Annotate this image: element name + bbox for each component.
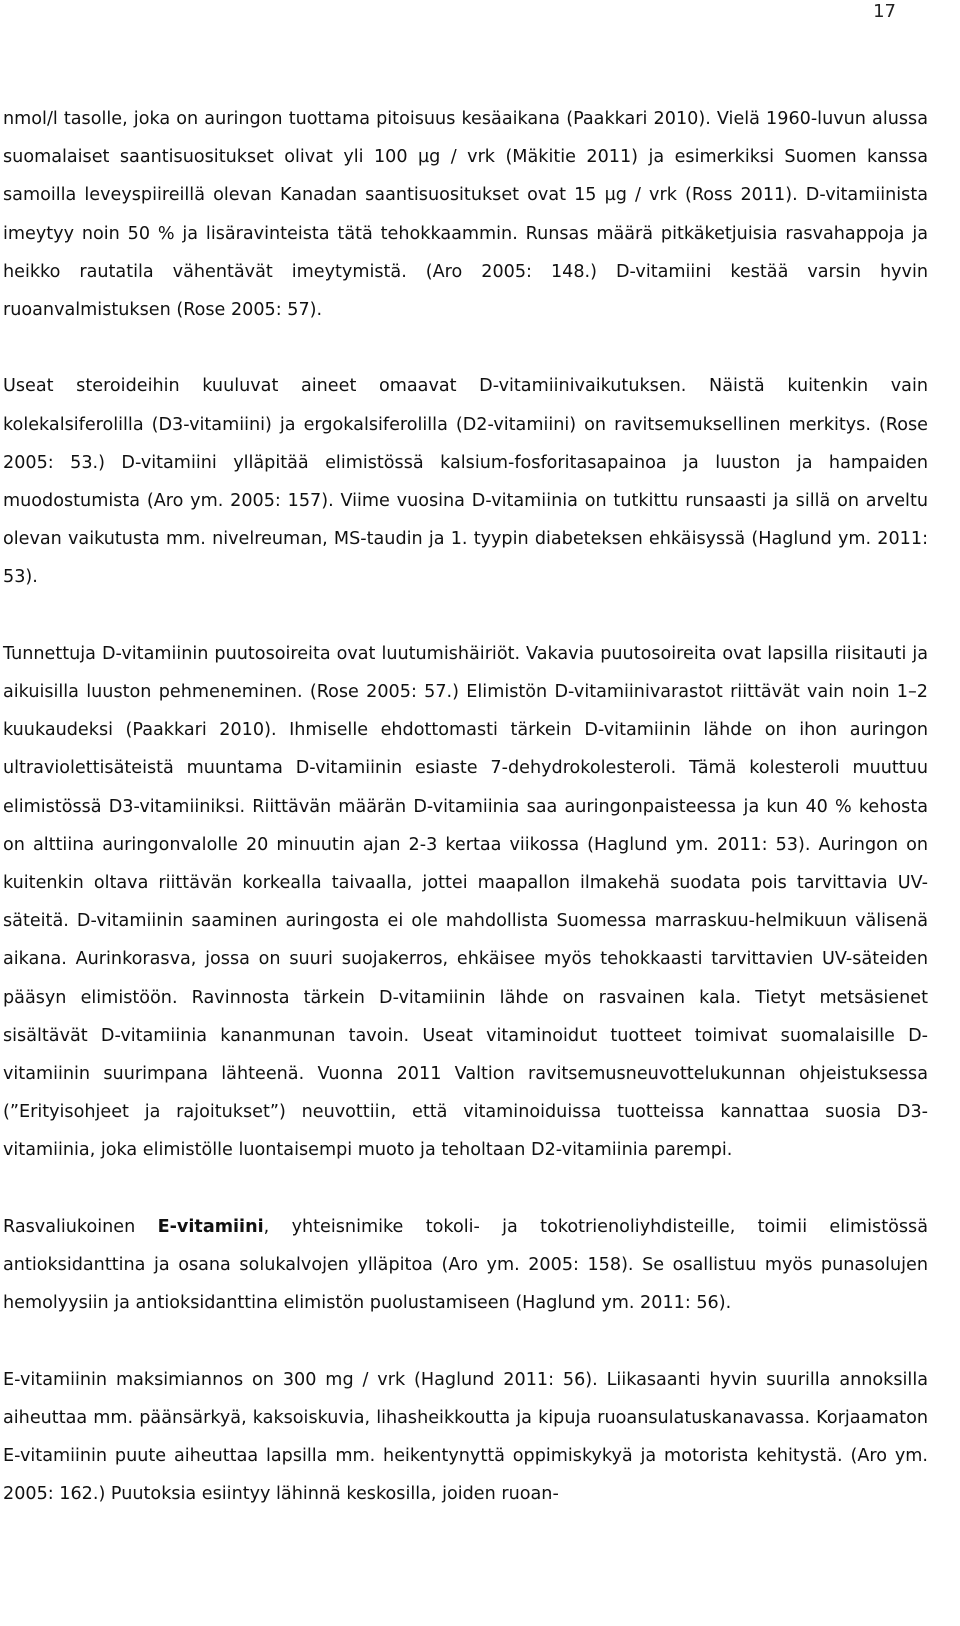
paragraph-gap: [3, 1170, 928, 1208]
page-number: 17: [873, 1, 896, 22]
paragraph-gap: [3, 597, 928, 635]
paragraph-vitamin-e-dosage: E-vitamiinin maksimiannos on 300 mg / vrk (Haglund 2011: 56). Liikasaanti hyvin suurilla annoksilla aiheuttaa mm. päänsärkyä, kaksoiskuvia, lihasheikkoutta ja kipuja ruoansulatuskanavassa. Korjaamaton E-vitamiinin puute aiheuttaa lapsilla mm. heikentynyttä oppimiskykyä ja motorista kehitystä. (Aro ym. 2005: 162.) Puutoksia esiintyy lähinnä keskosilla, joiden ruoan-: [3, 1369, 928, 1505]
vitamin-e-term: E-vitamiini: [157, 1216, 264, 1237]
paragraph-gap: [3, 1322, 928, 1360]
document-body: [3, 100, 928, 1513]
paragraph-vitamin-e-intro: [3, 1208, 928, 1323]
vitamin-e-intro-text: , yhteisnimike tokoli- ja tokotrienoliyhdisteille, toimii elimistössä antioksidanttina ja osana solukalvojen ylläpitoa (Aro ym. 2005: 158). Se osallistuu myös punasolujen hemolyysiin ja antioksidanttina elimistön puolustamiseen (Haglund ym. 2011: 56).: [3, 1216, 928, 1314]
paragraph-vitamin-d-effects: Useat steroideihin kuuluvat aineet omaavat D-vitamiinivaikutuksen. Näistä kuitenkin vain kolekalsiferolilla (D3-vitamiini) ja ergokalsiferolilla (D2-vitamiini) on ravitsemuksellinen merkitys. (Rose 2005: 53.) D-vitamiini ylläpitää elimistössä kalsium-fosforitasapainoa ja luuston ja hampaiden muodostumista (Aro ym. 2005: 157). Viime vuosina D-vitamiinia on tutkittu runsaasti ja sillä on arveltu olevan vaikutusta mm. nivelreuman, MS-taudin ja 1. tyypin diabeteksen ehkäisyssä (Haglund ym. 2011: 53).: [3, 376, 928, 588]
paragraph-vitamin-d-deficiency: Tunnettuja D-vitamiinin puutosoireita ovat luutumishäiriöt. Vakavia puutosoireita ovat lapsilla riisitauti ja aikuisilla luuston pehmeneminen. (Rose 2005: 57.) Elimistön D-vitamiinivarastot riittävät vain noin 1–2 kuukaudeksi (Paakkari 2010). Ihmiselle ehdottomasti tärkein D-vitamiinin lähde on ihon auringon ultraviolettisäteistä muuntama D-vitamiinin esiaste 7-dehydrokolesteroli. Tämä kolesteroli muuttuu elimistössä D3-vitamiiniksi. Riittävän määrän D-vitamiinia saa auringonpaisteessa ja kun 40 % kehosta on alttiina auringonvalolle 20 minuutin ajan 2-3 kertaa viikossa (Haglund ym. 2011: 53). Auringon on kuitenkin oltava riittävän korkealla taivaalla, jottei maapallon ilmakehä suodata pois tarvittavia UV-säteitä. D-vitamiinin saaminen auringosta ei ole mahdollista Suomessa marraskuu-helmikuun välisenä aikana. Aurinkorasva, jossa on suuri suojakerros, ehkäisee myös tehokkaasti tarvittavien UV-säteiden pääsyn elimistöön. Ravinnosta tärkein D-vitamiinin lähde on rasvainen kala. Tietyt metsäsienet sisältävät D-vitamiinia kananmunan tavoin. Useat vitaminoidut tuotteet toimivat suomalaisille D-vitamiinin suurimpana lähteenä. Vuonna 2011 Valtion ravitsemusneuvottelukunnan ohjeistuksessa (”Erityisohjeet ja rajoitukset”) neuvottiin, että vitaminoiduissa tuotteissa kannattaa suosia D3-vitamiinia, joka elimistölle luontaisempi muoto ja teholtaan D2-vitamiinia parempi.: [3, 643, 928, 1161]
vitamin-e-intro-prefix: Rasvaliukoinen: [3, 1216, 158, 1237]
paragraph-vitamin-d-intake: nmol/l tasolle, joka on auringon tuottama pitoisuus kesäaikana (Paakkari 2010). Vielä 1960-luvun alussa suomalaiset saantisuositukset olivat yli 100 µg / vrk (Mäkitie 2011) ja esimerkiksi Suomen kanssa samoilla leveyspiireillä olevan Kanadan saantisuositukset ovat 15 µg / vrk (Ross 2011). D-vitamiinista imeytyy noin 50 % ja lisäravinteista tätä tehokkaammin. Runsas määrä pitkäketjuisia rasvahappoja ja heikko rautatila vähentävät imeytymistä. (Aro 2005: 148.) D-vitamiini kestää varsin hyvin ruoanvalmistuksen (Rose 2005: 57).: [3, 109, 928, 321]
paragraph-gap: [3, 329, 928, 367]
